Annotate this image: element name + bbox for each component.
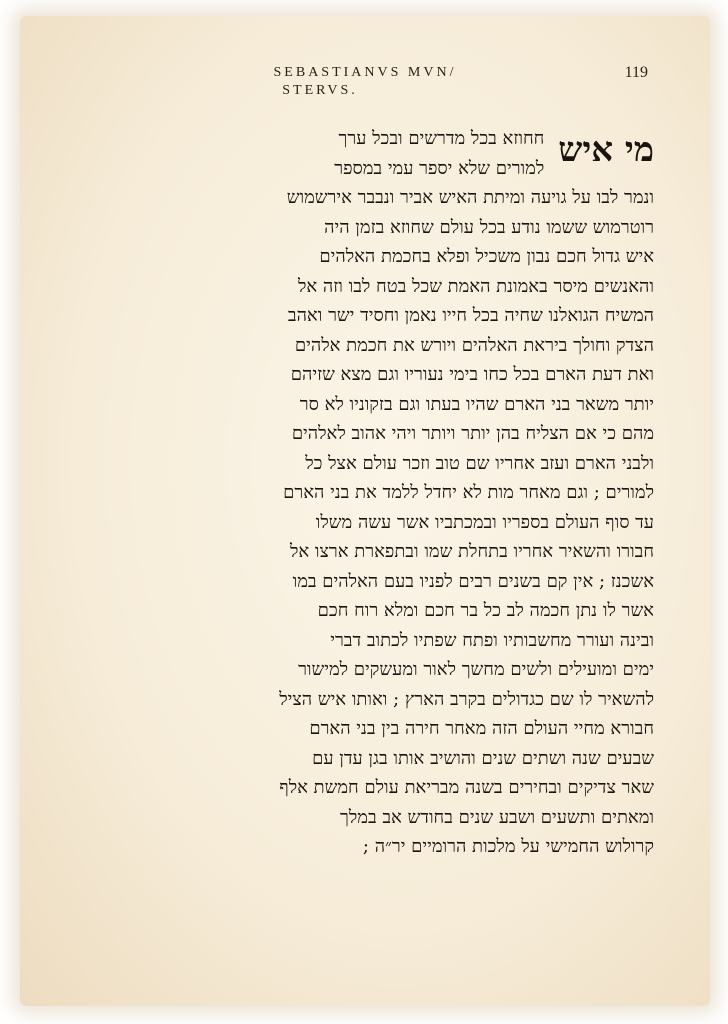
text-line: חבורו והשאיר אחריו בתחלת שמו ובתפארת ארצו אל [289, 541, 654, 562]
text-line: חבורא מחיי העולם הזה מאחר חירה בין בני הארם [309, 718, 654, 739]
text-line: שאר צדיקים ובחירים בשנה מבריאת עולם חמשת אלף [279, 777, 654, 798]
text-line: ימים ומועילים ולשים מחשך לאור ומעשקים למישור [298, 659, 654, 680]
text-line: אשר לו נתן חכמה לב כל בר חכם ומלא רוח חכם [317, 600, 654, 621]
text-line: ובינה ועורר מחשבותיו ופתח שפתיו לכתוב דברי [330, 629, 654, 651]
opening-block [64, 124, 654, 183]
opening-lines [64, 124, 544, 183]
hebrew-text-block [64, 124, 654, 862]
text-line: יותר משאר בני הארם שהיו בעתו וגם בזקוניו לא סר [299, 393, 654, 415]
text-line: ואת דעת הארם בכל כחו בימי נעוריו וגם מצא שזיהם [290, 364, 654, 385]
text-line: רוטרמוש ששמו נודע בכל עולם שחוזא בזמן היה [324, 216, 654, 238]
text-line: ומאתים ותשעים ושבע שנים בחודש אב במלך [340, 806, 654, 828]
page-number: 119 [624, 64, 648, 81]
book-page [20, 16, 710, 1006]
text-line: שבעים שנה ושתים שנים והושיב אותו בגן עדן עם [312, 747, 654, 769]
text-line: המשיח הגואלנו שחיה בכל חייו נאמן וחסיד ישר ואהב [287, 305, 654, 326]
text-line: חחוזא בכל מדרשים ובכל ערך [338, 128, 545, 149]
text-line: למורים ; וגם מאחר מות לא יחדל ללמד את בני הארם [283, 482, 654, 503]
text-line: ונמר לבו על גויעה ומיתת האיש אביר ונבבר אירשמוש [286, 187, 654, 208]
text-line: אשכנז ; אין קם בשנים רבים לפניו בעם האלהים במו [292, 570, 654, 592]
text-line: קרולוש החמישי על מלכות הרומיים יר״ה ; [362, 836, 654, 857]
opening-words: מי איש [558, 130, 654, 170]
running-title-line-2: STERVS. [282, 83, 358, 98]
text-line: להשאיר לו שם כגדולים בקרב הארץ ; ואותו איש הציל [279, 688, 654, 710]
text-line: איש גדול חכם נבון משכיל ופלא בחכמת האלהים [319, 246, 654, 267]
text-line: למורים שלא יספר עמי במספר [334, 157, 545, 179]
text-line: ולבני הארם ועזב אחריו שם טוב וזכר עולם אצל כל [305, 452, 654, 474]
running-header [20, 64, 710, 100]
text-line: מהם כי אם הצליח בהן יותר ויותר ויהי אהוב לאלהים [291, 423, 654, 444]
running-title-line-1: SEBASTIANVS MVN/ [273, 65, 457, 80]
text-line: עד סוף העולם בספריו ובמכתביו אשר עשה משלו [315, 511, 654, 533]
text-line: הצדק וחולך ביראת האלהים ויורש את חכמת אלהים [294, 334, 654, 356]
text-line: והאנשים מיסר באמונת האמת שכל בטח לבו וזה אל [297, 275, 654, 297]
